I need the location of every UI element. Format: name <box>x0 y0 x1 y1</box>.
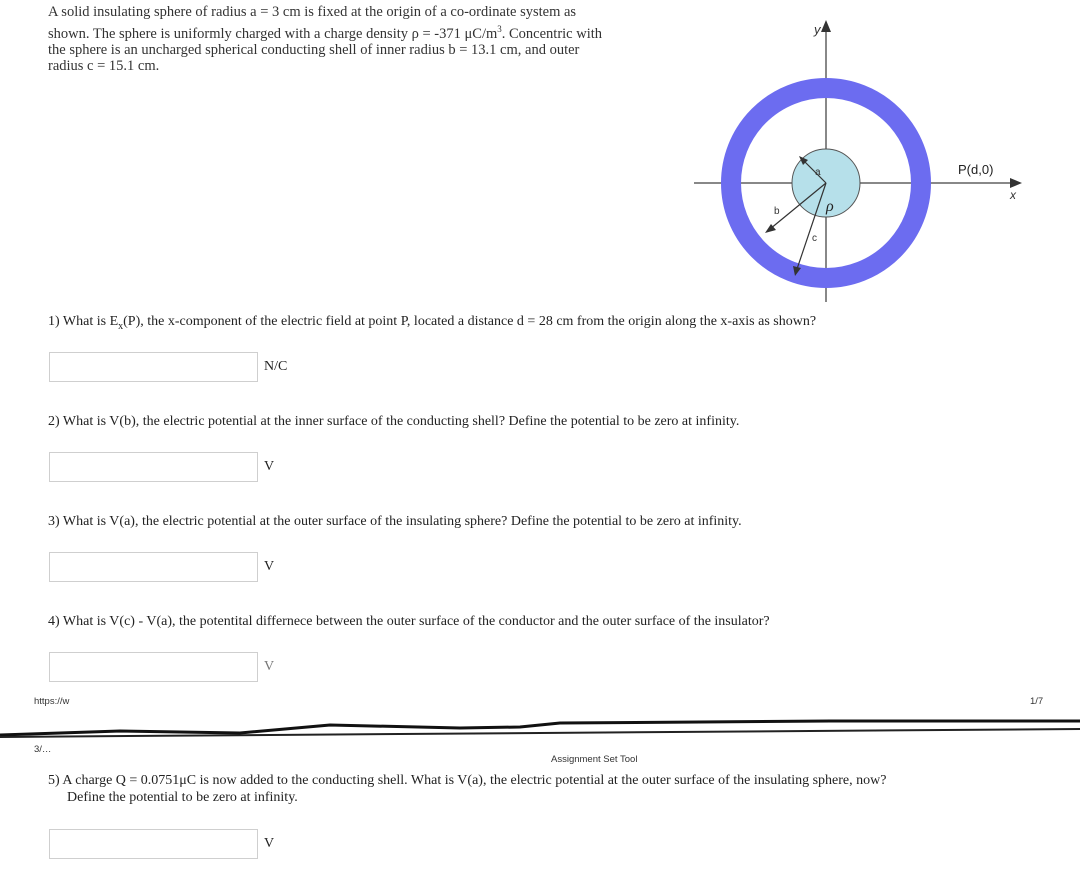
question-4-text: 4) What is V(c) - V(a), the potentital differnece between the outer surface of the conductor and the outer surface of the insulator? <box>48 614 770 629</box>
x-axis-arrow-icon <box>1010 178 1022 188</box>
rho-label: ρ <box>826 198 834 215</box>
answer-input-5[interactable] <box>49 829 258 859</box>
unit-label-4: V <box>264 659 275 674</box>
question-5-line-2: Define the potential to be zero at infinity. <box>67 790 298 805</box>
footer-date: 3/… <box>34 744 52 755</box>
unit-label-5: V <box>264 836 275 851</box>
answer-input-3[interactable] <box>49 552 258 582</box>
radius-a-label: a <box>815 167 821 178</box>
y-axis-arrow-icon <box>821 20 831 32</box>
unit-label-1: N/C <box>264 359 288 374</box>
question-5-text <box>48 772 886 806</box>
answer-input-2[interactable] <box>49 452 258 482</box>
y-axis-label: y <box>814 22 821 37</box>
intro-line-3: the sphere is an uncharged spherical conducting shell of inner radius b = 13.1 cm, and outer <box>48 41 580 58</box>
sphere-shell-diagram <box>0 0 1080 320</box>
footer-url: https://w <box>34 696 70 707</box>
unit-label-3: V <box>264 559 275 574</box>
point-p-label: P(d,0) <box>958 162 994 177</box>
radius-c-label: c <box>812 233 817 244</box>
answer-input-1[interactable] <box>49 352 258 382</box>
x-axis-label: x <box>1010 188 1016 202</box>
page-break-divider <box>0 715 1080 745</box>
answer-input-4[interactable] <box>49 652 258 682</box>
radius-b-label: b <box>774 206 780 217</box>
question-3-text: 3) What is V(a), the electric potential at the outer surface of the insulating sphere? Define the potential to be zero at infinity. <box>48 514 742 529</box>
footer-tool-name: Assignment Set Tool <box>551 754 638 765</box>
intro-line-2: shown. The sphere is uniformly charged with a charge density ρ = -371 $\mu C/m^3$. Concentric with <box>48 23 603 42</box>
intro-line-4: radius c = 15.1 cm. <box>48 58 160 75</box>
question-1-text: 1) What is $E_x(P)$, the x-component of the electric field at point P, located a distance d = 28 cm from the origin along the x-axis as shown? <box>48 314 817 332</box>
unit-label-2: V <box>264 459 275 474</box>
intro-line-1: A solid insulating sphere of radius a = 3 cm is fixed at the origin of a co-ordinate system as <box>48 4 577 20</box>
question-5-line-1: 5) A charge Q = 0.0751μC is now added to the conducting shell. What is V(a), the electric potential at the outer surface of the insulating sphere, now? <box>48 773 887 788</box>
footer-page-number: 1/7 <box>1030 696 1044 707</box>
question-2-text: 2) What is V(b), the electric potential at the inner surface of the conducting shell? Define the potential to be zero at infinity. <box>48 414 740 429</box>
